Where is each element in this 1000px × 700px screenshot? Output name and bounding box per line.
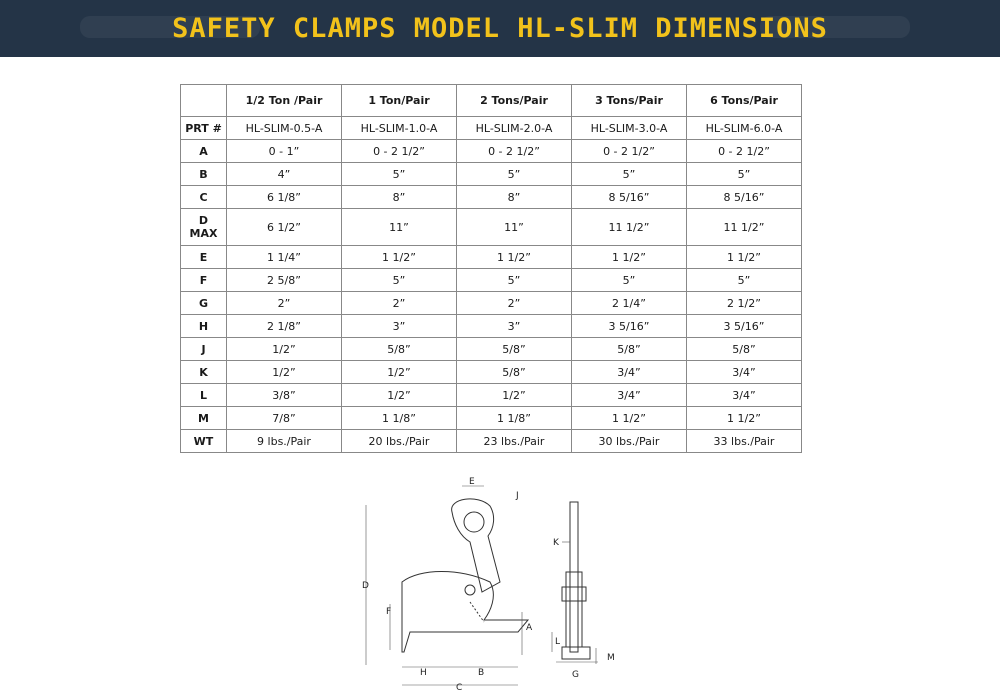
table-cell: 1 1/2” [687, 407, 802, 430]
table-cell: 2 1/2” [687, 292, 802, 315]
table-cell: 0 - 2 1/2” [457, 140, 572, 163]
column-header: 3 Tons/Pair [572, 85, 687, 117]
table-cell: 1/2” [342, 361, 457, 384]
row-label: G [181, 292, 227, 315]
table-cell: HL-SLIM-6.0-A [687, 117, 802, 140]
column-header: 2 Tons/Pair [457, 85, 572, 117]
label-m: M [607, 653, 615, 663]
table-cell: 3 5/16” [572, 315, 687, 338]
table-cell: 11 1/2” [687, 209, 802, 246]
table-row [181, 117, 802, 140]
table-cell: 2 5/8” [227, 269, 342, 292]
table-cell: 6 1/2” [227, 209, 342, 246]
table-cell: 0 - 2 1/2” [342, 140, 457, 163]
row-label: PRT # [181, 117, 227, 140]
table-cell: 1/2” [457, 384, 572, 407]
clamp-dimension-diagram [350, 472, 650, 697]
row-label: A [181, 140, 227, 163]
table-cell: 1/2” [227, 361, 342, 384]
table-cell: 0 - 1” [227, 140, 342, 163]
table-cell: 5” [687, 163, 802, 186]
table-row [181, 384, 802, 407]
row-label: B [181, 163, 227, 186]
table-cell: 5/8” [687, 338, 802, 361]
table-row [181, 209, 802, 246]
table-row [181, 269, 802, 292]
table-cell: 6 1/8” [227, 186, 342, 209]
table-cell: 9 lbs./Pair [227, 430, 342, 453]
table-cell: 3/4” [572, 384, 687, 407]
label-h: H [420, 668, 427, 678]
table-cell: 5” [457, 163, 572, 186]
table-cell: 5” [687, 269, 802, 292]
table-row [181, 246, 802, 269]
row-label: E [181, 246, 227, 269]
page-title: SAFETY CLAMPS MODEL HL-SLIM DIMENSIONS [172, 13, 828, 44]
label-l: L [555, 637, 561, 647]
table-cell: 8 5/16” [687, 186, 802, 209]
column-header: 1/2 Ton /Pair [227, 85, 342, 117]
label-c: C [456, 683, 463, 693]
table-cell: HL-SLIM-1.0-A [342, 117, 457, 140]
table-cell: 3 5/16” [687, 315, 802, 338]
table-cell: 8” [342, 186, 457, 209]
table-row [181, 186, 802, 209]
table-cell: 2 1/8” [227, 315, 342, 338]
table-cell: 0 - 2 1/2” [572, 140, 687, 163]
table-cell: 3” [457, 315, 572, 338]
table-cell: 11” [457, 209, 572, 246]
table-cell: 5/8” [572, 338, 687, 361]
table-cell: 2” [227, 292, 342, 315]
table-row [181, 315, 802, 338]
table-cell: 23 lbs./Pair [457, 430, 572, 453]
row-label: WT [181, 430, 227, 453]
row-label [181, 209, 227, 246]
table-cell: 2” [342, 292, 457, 315]
label-j: J [516, 491, 519, 501]
table-header-row [181, 85, 802, 117]
table-cell: 3/4” [572, 361, 687, 384]
header-banner [0, 0, 1000, 57]
table-cell: 5/8” [457, 361, 572, 384]
table-cell: 5” [342, 269, 457, 292]
table-cell: 2 1/4” [572, 292, 687, 315]
table-row [181, 292, 802, 315]
table-cell: 0 - 2 1/2” [687, 140, 802, 163]
table-cell: 8” [457, 186, 572, 209]
table-cell: 5” [457, 269, 572, 292]
table-row [181, 338, 802, 361]
table-cell: 5” [572, 163, 687, 186]
table-cell: 1 1/8” [342, 407, 457, 430]
table-row [181, 407, 802, 430]
dimensions-table [180, 84, 802, 453]
table-cell: 5” [342, 163, 457, 186]
column-header: 1 Ton/Pair [342, 85, 457, 117]
row-label: L [181, 384, 227, 407]
label-e: E [469, 477, 475, 487]
table-cell: 5/8” [342, 338, 457, 361]
label-d: D [362, 581, 369, 591]
table-cell: 33 lbs./Pair [687, 430, 802, 453]
row-label: C [181, 186, 227, 209]
clamp-end-view [562, 502, 590, 659]
row-label-line: D [198, 214, 209, 227]
row-label: M [181, 407, 227, 430]
table-cell: 1 1/2” [572, 246, 687, 269]
table-cell: 1 1/8” [457, 407, 572, 430]
table-row [181, 140, 802, 163]
table-cell: 1 1/4” [227, 246, 342, 269]
table-cell: HL-SLIM-2.0-A [457, 117, 572, 140]
table-cell: 7/8” [227, 407, 342, 430]
table-cell: 8 5/16” [572, 186, 687, 209]
table-cell: 30 lbs./Pair [572, 430, 687, 453]
label-g: G [572, 670, 579, 680]
table-cell: 11” [342, 209, 457, 246]
label-k: K [553, 538, 559, 548]
column-header [181, 85, 227, 117]
row-label: F [181, 269, 227, 292]
label-a: A [526, 623, 533, 633]
table-cell: 1 1/2” [457, 246, 572, 269]
column-header: 6 Tons/Pair [687, 85, 802, 117]
table-cell: 3/4” [687, 361, 802, 384]
table-cell: 1 1/2” [342, 246, 457, 269]
label-f: F [386, 607, 392, 617]
table-row [181, 163, 802, 186]
table-row [181, 430, 802, 453]
table-cell: 5/8” [457, 338, 572, 361]
row-label: K [181, 361, 227, 384]
table-cell: 3/4” [687, 384, 802, 407]
table-cell: 1 1/2” [687, 246, 802, 269]
row-label: J [181, 338, 227, 361]
table-cell: HL-SLIM-0.5-A [227, 117, 342, 140]
table-cell: 1/2” [342, 384, 457, 407]
table-cell: 5” [572, 269, 687, 292]
row-label-line: MAX [189, 227, 218, 240]
row-label: H [181, 315, 227, 338]
table-cell: 11 1/2” [572, 209, 687, 246]
table-cell: 20 lbs./Pair [342, 430, 457, 453]
table-cell: 1/2” [227, 338, 342, 361]
table-row [181, 361, 802, 384]
table-cell: 2” [457, 292, 572, 315]
table-cell: HL-SLIM-3.0-A [572, 117, 687, 140]
table-cell: 3/8” [227, 384, 342, 407]
label-b: B [478, 668, 485, 678]
table-cell: 4” [227, 163, 342, 186]
table-cell: 3” [342, 315, 457, 338]
clamp-side-view [402, 499, 528, 652]
table-cell: 1 1/2” [572, 407, 687, 430]
